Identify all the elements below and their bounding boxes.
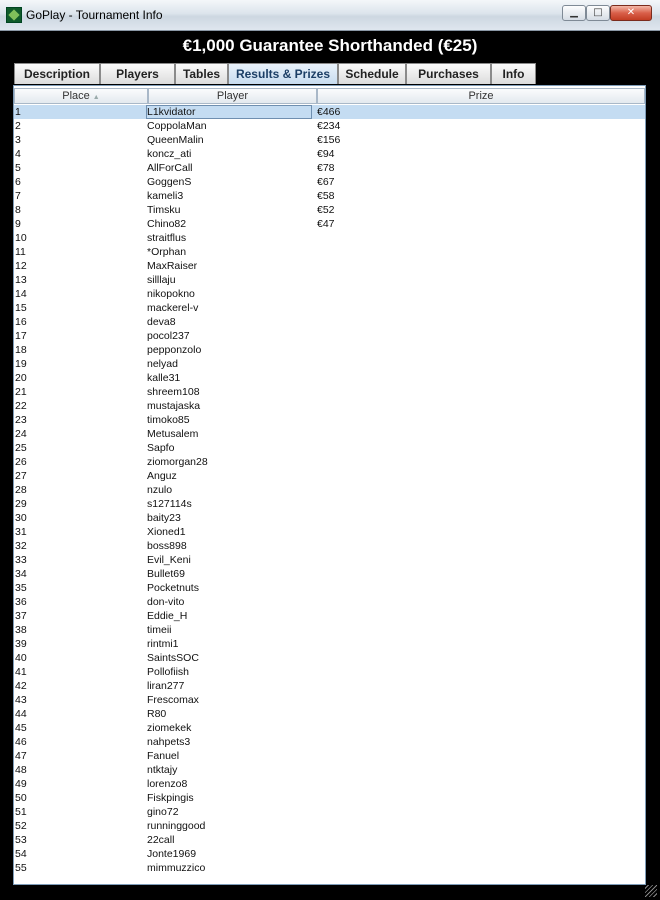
table-row[interactable] [14,147,645,161]
player-cell: rintmi1 [147,638,179,650]
column-header-prize-label: Prize [468,90,494,102]
place-cell: 37 [15,610,27,622]
place-cell: 32 [15,540,27,552]
tournament-header [5,30,655,62]
player-cell: Pollofiish [147,666,190,678]
table-row[interactable] [14,651,645,665]
tab-description[interactable]: Description [14,63,100,84]
prize-cell: €52 [317,204,335,216]
place-cell: 11 [15,246,26,258]
column-header-place[interactable] [14,88,148,104]
table-row[interactable] [14,413,645,427]
table-row[interactable] [14,861,645,875]
player-cell: silllaju [147,274,176,286]
place-cell: 49 [15,778,27,790]
table-row[interactable] [14,525,645,539]
table-row[interactable] [14,329,645,343]
player-cell: pocol237 [147,330,190,342]
table-row[interactable] [14,287,645,301]
table-row[interactable] [14,749,645,763]
table-row[interactable] [14,385,645,399]
place-cell: 52 [15,820,27,832]
place-cell: 29 [15,498,27,510]
player-cell: timoko85 [147,414,190,426]
table-row[interactable] [14,497,645,511]
table-row[interactable] [14,777,645,791]
table-row[interactable] [14,357,645,371]
place-cell: 24 [15,428,27,440]
table-row[interactable] [14,721,645,735]
table-row[interactable] [14,315,645,329]
prize-cell: €94 [317,148,335,160]
place-cell: 28 [15,484,27,496]
table-row[interactable] [14,763,645,777]
place-cell: 34 [15,568,27,580]
prize-cell: €156 [317,134,341,146]
player-cell: Pocketnuts [147,582,199,594]
place-cell: 14 [15,288,27,300]
place-cell: 18 [15,344,27,356]
place-cell: 54 [15,848,27,860]
place-cell: 47 [15,750,27,762]
table-body [14,105,645,875]
results-table [13,85,646,885]
player-cell: Fanuel [147,750,180,762]
player-cell: lorenzo8 [147,778,188,790]
table-row[interactable] [14,539,645,553]
table-row[interactable] [14,847,645,861]
player-cell: Xioned1 [147,526,186,538]
maximize-icon: □ [593,7,603,18]
table-row[interactable] [14,595,645,609]
prize-cell: €67 [317,176,335,188]
player-cell: Sapfo [147,442,175,454]
player-cell: Frescomax [147,694,199,706]
column-header-place-label: Place [62,90,90,102]
place-cell: 51 [15,806,27,818]
tournament-title: €1,000 Guarantee Shorthanded (€25) [182,36,478,55]
place-cell: 23 [15,414,27,426]
place-cell: 3 [15,134,21,146]
place-cell: 33 [15,554,27,566]
player-cell: CoppolaMan [147,120,207,132]
place-cell: 15 [15,302,27,314]
place-cell: 42 [15,680,27,692]
place-cell: 55 [15,862,27,874]
column-header-player-label: Player [216,90,249,102]
prize-cell: €466 [317,106,341,118]
player-cell: ziomekek [147,722,192,734]
tab-schedule[interactable]: Schedule [338,63,406,84]
player-cell: Eddie_H [147,610,188,622]
place-cell: 35 [15,582,27,594]
close-button[interactable] [610,5,652,21]
window-title: GoPlay - Tournament Info [26,8,163,22]
player-cell: AllForCall [147,162,193,174]
table-row[interactable] [14,805,645,819]
player-cell: Metusalem [147,428,199,440]
table-row[interactable] [14,399,645,413]
place-cell: 48 [15,764,27,776]
sort-ascending-icon: ▲ [92,94,100,101]
table-row[interactable] [14,469,645,483]
table-row[interactable] [14,371,645,385]
tab-results-prizes[interactable]: Results & Prizes [228,63,338,84]
place-cell: 31 [15,526,27,538]
table-row[interactable] [14,679,645,693]
player-cell: Jonte1969 [147,848,197,860]
place-cell: 16 [15,316,27,328]
tab-players[interactable]: Players [100,63,175,84]
player-cell: kameli3 [147,190,184,202]
table-row[interactable] [14,427,645,441]
player-cell: Fiskpingis [147,792,194,804]
column-header-player[interactable] [148,88,317,104]
player-cell: gino72 [147,806,179,818]
player-cell: don-vito [147,596,185,608]
player-cell: nelyad [147,358,178,370]
table-row[interactable] [14,623,645,637]
player-cell: Anguz [147,470,177,482]
place-cell: 46 [15,736,27,748]
player-cell: nzulo [147,484,173,496]
table-row[interactable] [14,609,645,623]
tab-purchases[interactable]: Purchases [406,63,491,84]
player-cell: GoggenS [147,176,192,188]
place-cell: 4 [15,148,21,160]
resize-grip-icon[interactable] [645,885,657,897]
table-row[interactable] [14,203,645,217]
table-row[interactable] [14,553,645,567]
table-row[interactable] [14,231,645,245]
table-row[interactable] [14,133,645,147]
table-row[interactable] [14,637,645,651]
player-cell: deva8 [147,316,176,328]
place-cell: 27 [15,470,27,482]
place-cell: 25 [15,442,27,454]
player-cell: 22call [147,834,175,846]
player-cell: koncz_ati [147,148,192,160]
table-row[interactable] [14,273,645,287]
player-cell: timeii [147,624,172,636]
title-bar[interactable] [0,0,660,31]
place-cell: 39 [15,638,27,650]
table-row[interactable] [14,161,645,175]
table-row[interactable] [14,455,645,469]
place-cell: 5 [15,162,21,174]
table-row[interactable] [14,581,645,595]
table-row[interactable] [14,175,645,189]
place-cell: 30 [15,512,27,524]
table-row[interactable] [14,707,645,721]
player-cell: liran277 [147,680,185,692]
table-row[interactable] [14,567,645,581]
player-cell: nikopokno [147,288,195,300]
table-row[interactable] [14,735,645,749]
player-cell: nahpets3 [147,736,191,748]
player-cell: straitflus [147,232,187,244]
close-icon: ✕ [626,7,636,18]
table-row[interactable] [14,217,645,231]
place-cell: 53 [15,834,27,846]
place-cell: 45 [15,722,27,734]
place-cell: 26 [15,456,27,468]
table-row[interactable] [14,259,645,273]
player-cell: s127114s [147,498,192,510]
table-row[interactable] [14,833,645,847]
place-cell: 17 [15,330,27,342]
player-cell: ziomorgan28 [147,456,208,468]
player-cell: L1kvidator [146,105,312,119]
player-cell: *Orphan [147,246,187,258]
table-row[interactable] [14,483,645,497]
place-cell: 9 [15,218,21,230]
place-cell: 2 [15,120,21,132]
maximize-button[interactable] [586,5,610,21]
table-row[interactable] [14,693,645,707]
place-cell: 19 [15,358,27,370]
table-row[interactable] [14,189,645,203]
player-cell: ntktajy [147,764,178,776]
player-cell: MaxRaiser [147,260,198,272]
table-row[interactable] [14,791,645,805]
player-cell: kalle31 [147,372,181,384]
player-cell: Timsku [147,204,181,216]
player-cell: mimmuzzico [147,862,206,874]
table-row[interactable] [14,301,645,315]
player-cell: pepponzolo [147,344,202,356]
place-cell: 20 [15,372,27,384]
player-cell: Evil_Keni [147,554,191,566]
player-cell: Bullet69 [147,568,185,580]
table-row[interactable] [14,343,645,357]
place-cell: 40 [15,652,27,664]
tab-tables[interactable]: Tables [175,63,228,84]
table-row[interactable] [14,441,645,455]
table-row[interactable] [14,105,645,119]
player-cell: R80 [147,708,167,720]
player-cell: baity23 [147,512,181,524]
place-cell: 43 [15,694,27,706]
player-cell: runninggood [147,820,206,832]
player-cell: SaintsSOC [147,652,199,664]
minimize-icon: ▁ [570,7,578,18]
table-row[interactable] [14,819,645,833]
table-row[interactable] [14,119,645,133]
prize-cell: €78 [317,162,335,174]
table-row[interactable] [14,511,645,525]
player-cell: boss898 [147,540,187,552]
player-cell: shreem108 [147,386,200,398]
table-row[interactable] [14,245,645,259]
place-cell: 44 [15,708,27,720]
place-cell: 6 [15,176,21,188]
place-cell: 1 [15,106,21,118]
place-cell: 13 [15,274,27,286]
place-cell: 12 [15,260,27,272]
player-cell: QueenMalin [147,134,204,146]
place-cell: 41 [15,666,27,678]
prize-cell: €58 [317,190,335,202]
tab-info[interactable]: Info [491,63,536,84]
goplay-app-icon [6,7,22,23]
place-cell: 10 [15,232,27,244]
place-cell: 50 [15,792,27,804]
player-cell: mustajaska [147,400,201,412]
minimize-button[interactable] [562,5,586,21]
prize-cell: €47 [317,218,335,230]
place-cell: 21 [15,386,27,398]
table-row[interactable] [14,665,645,679]
prize-cell: €234 [317,120,341,132]
column-header-prize[interactable] [317,88,645,104]
place-cell: 38 [15,624,27,636]
place-cell: 22 [15,400,27,412]
player-cell: mackerel-v [147,302,199,314]
place-cell: 7 [15,190,21,202]
place-cell: 36 [15,596,27,608]
player-cell: Chino82 [147,218,187,230]
place-cell: 8 [15,204,21,216]
